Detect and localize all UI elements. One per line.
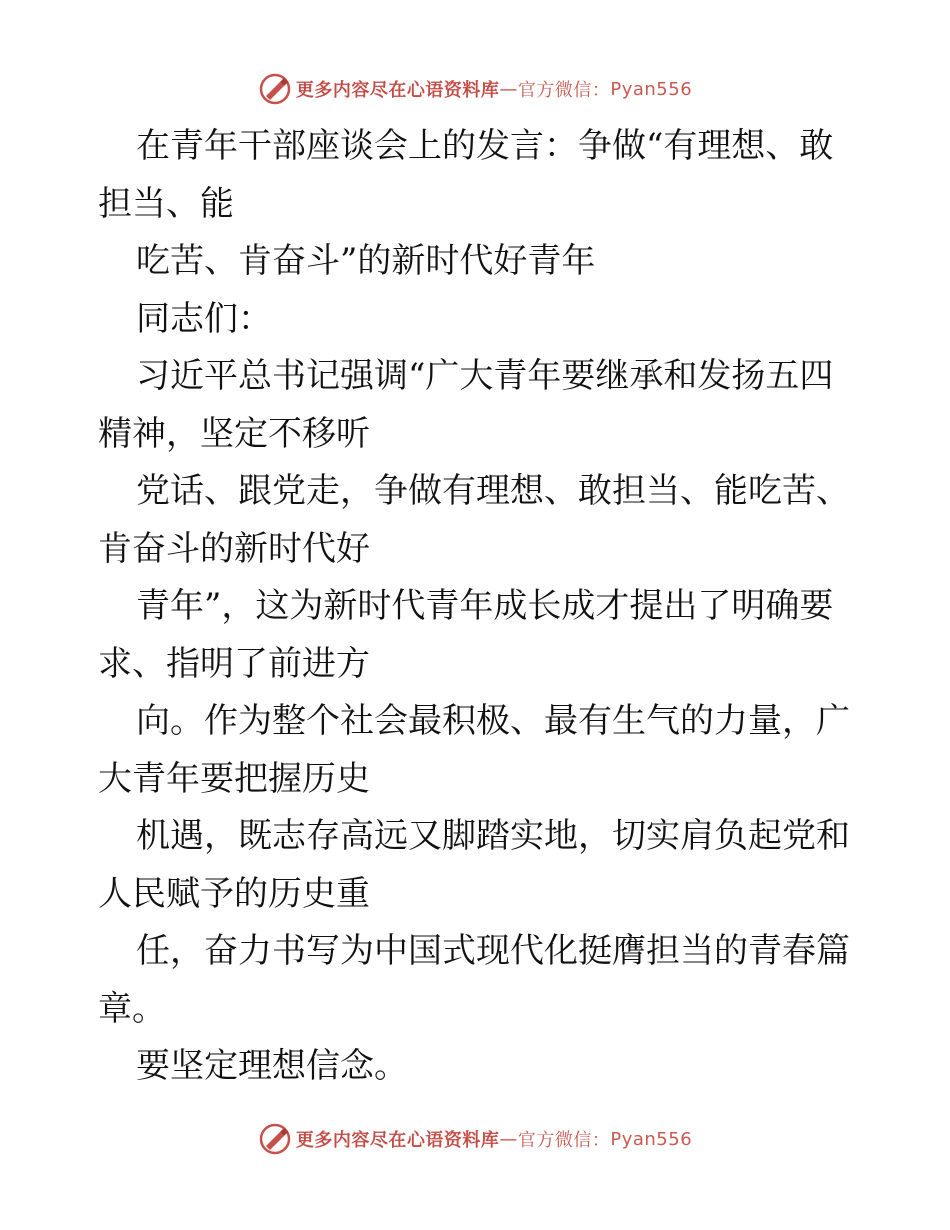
document-title-line-1: 在青年干部座谈会上的发言：争做“有理想、敢担当、能 xyxy=(98,126,834,224)
paragraph-line: 机遇，既志存高远又脚踏实地，切实肩负起党和人民赋予的历史重 xyxy=(98,816,850,914)
pen-logo-icon xyxy=(258,72,292,106)
document-body xyxy=(98,118,858,1096)
watermark-site-text: 更多内容尽在心语资料库 xyxy=(295,1130,500,1151)
paragraph-line: 要坚定理想信念。 xyxy=(136,1046,408,1086)
watermark-wechat-id: Pyan556 xyxy=(610,78,693,100)
paragraph-line: 青年”，这为新时代青年成长成才提出了明确要求、指明了前进方 xyxy=(98,586,834,684)
watermark-header xyxy=(0,72,950,106)
pen-logo-icon xyxy=(258,1122,292,1156)
paragraph-line: 习近平总书记强调“广大青年要继承和发扬五四精神，坚定不移听 xyxy=(98,356,834,454)
paragraph-line: 任，奋力书写为中国式现代化挺膺担当的青春篇章。 xyxy=(98,931,850,1029)
paragraph-line: 党话、跟党走，争做有理想、敢担当、能吃苦、肯奋斗的新时代好 xyxy=(98,471,850,569)
watermark-footer xyxy=(0,1122,950,1156)
watermark-site-text: 更多内容尽在心语资料库 xyxy=(295,80,500,101)
watermark-wechat-label: 官方微信： xyxy=(517,1130,611,1151)
document-title-line-2: 吃苦、肯奋斗”的新时代好青年 xyxy=(136,241,596,281)
watermark-wechat-id: Pyan556 xyxy=(610,1128,693,1150)
watermark-dash: — xyxy=(499,78,518,100)
watermark-dash: — xyxy=(499,1128,518,1150)
paragraph-line: 向。作为整个社会最积极、最有生气的力量，广大青年要把握历史 xyxy=(98,701,850,799)
watermark-wechat-label: 官方微信： xyxy=(517,80,611,101)
salutation: 同志们： xyxy=(136,298,272,339)
